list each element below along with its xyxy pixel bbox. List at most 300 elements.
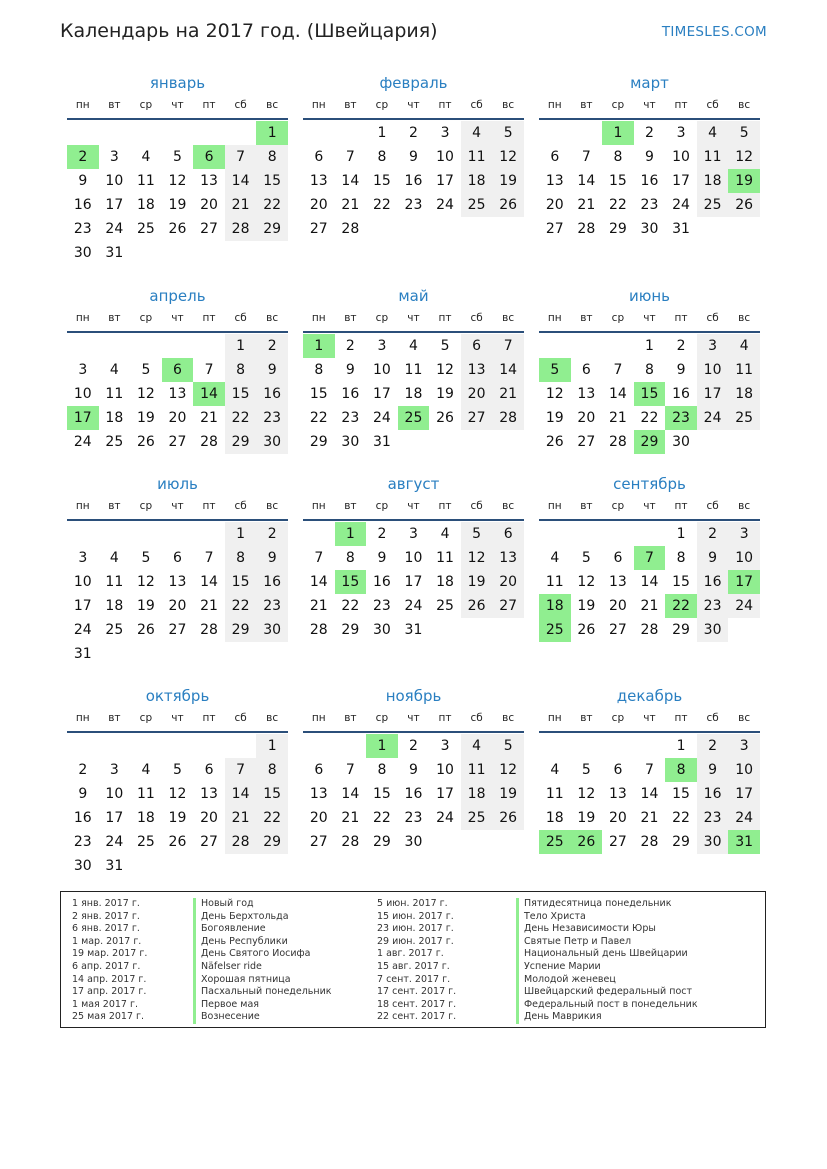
day-cell: 30 <box>256 430 288 454</box>
day-cell: 27 <box>545 221 564 237</box>
day-cell: 3 <box>409 526 418 542</box>
weekday-label: вт <box>344 500 357 512</box>
weekday-header <box>67 97 288 120</box>
day-cell: 9 <box>78 173 88 189</box>
empty-cell <box>571 522 603 546</box>
day-cell: 20 <box>608 598 627 614</box>
holiday-name: Хорошая пятница <box>201 973 291 985</box>
day-cell: 12 <box>168 786 187 802</box>
site-link[interactable]: TIMESLES.COM <box>661 24 767 40</box>
weekday-label: пт <box>438 99 452 111</box>
weekday-label: ср <box>375 99 389 111</box>
day-cell: 11 <box>436 550 454 566</box>
holiday-name: Святые Петр и Павел <box>524 935 632 947</box>
days-grid <box>67 121 288 265</box>
day-cell: 30 <box>256 618 288 642</box>
weekday-header <box>303 710 524 733</box>
day-cell: 12 <box>577 786 596 802</box>
month-name: июнь <box>628 287 671 305</box>
holiday-date: 7 сент. 2017 г. <box>377 973 451 985</box>
holiday-name: Молодой женевец <box>524 973 616 985</box>
weekday-label: пн <box>311 312 326 324</box>
day-cell: 24 <box>728 594 760 618</box>
month-block <box>67 473 288 666</box>
holiday-day-cell: 17 <box>728 570 760 594</box>
weekday-header <box>539 97 760 120</box>
day-cell: 28 <box>200 434 218 450</box>
day-cell: 13 <box>168 574 187 590</box>
month-name: сентябрь <box>613 475 686 493</box>
day-cell: 22 <box>372 810 391 826</box>
day-cell: 29 <box>256 217 288 241</box>
weekday-label: сб <box>706 712 719 724</box>
day-cell: 10 <box>404 550 423 566</box>
empty-cell <box>335 734 367 758</box>
day-cell: 11 <box>136 786 155 802</box>
day-cell: 10 <box>728 546 760 570</box>
month-block <box>67 685 288 878</box>
weekday-label: вт <box>108 712 121 724</box>
day-cell: 13 <box>461 358 493 382</box>
day-cell: 6 <box>613 550 623 566</box>
day-cell: 4 <box>461 121 493 145</box>
day-cell: 17 <box>672 173 690 189</box>
day-cell: 17 <box>105 197 124 213</box>
weekday-label: пт <box>202 712 216 724</box>
empty-cell <box>67 734 99 758</box>
day-cell: 21 <box>577 197 596 213</box>
empty-cell <box>130 334 162 358</box>
day-cell: 13 <box>608 574 627 590</box>
day-cell: 28 <box>225 217 257 241</box>
day-cell: 22 <box>256 193 288 217</box>
weekday-label: вт <box>580 712 593 724</box>
days-grid <box>303 334 524 454</box>
empty-cell <box>130 522 162 546</box>
day-cell: 28 <box>640 622 659 638</box>
day-cell: 7 <box>225 145 257 169</box>
day-cell: 19 <box>492 782 524 806</box>
day-cell: 23 <box>256 594 288 618</box>
month-block <box>539 685 760 854</box>
day-cell: 15 <box>672 574 690 590</box>
weekday-label: вс <box>266 500 279 512</box>
holiday-date: 18 сент. 2017 г. <box>377 998 457 1010</box>
day-cell: 4 <box>409 338 418 354</box>
day-cell: 10 <box>73 386 92 402</box>
day-cell: 29 <box>256 830 288 854</box>
weekday-label: вт <box>344 312 357 324</box>
day-cell: 14 <box>309 574 328 590</box>
day-cell: 22 <box>225 594 257 618</box>
weekday-label: пт <box>674 712 688 724</box>
day-cell: 20 <box>309 197 328 213</box>
day-cell: 30 <box>73 858 92 874</box>
holiday-name: Национальный день Швейцарии <box>524 948 688 960</box>
empty-cell <box>602 334 634 358</box>
weekday-label: чт <box>407 99 420 111</box>
holiday-date: 6 апр. 2017 г. <box>72 960 141 972</box>
holiday-day-cell: 8 <box>665 758 697 782</box>
empty-cell <box>303 522 335 546</box>
day-cell: 12 <box>577 574 596 590</box>
day-cell: 9 <box>676 362 686 378</box>
weekday-label: вс <box>502 500 515 512</box>
day-cell: 26 <box>728 193 760 217</box>
day-cell: 23 <box>404 810 423 826</box>
day-cell: 28 <box>225 830 257 854</box>
holiday-name: Пятидесятница понедельник <box>524 898 672 909</box>
holiday-day-cell: 1 <box>303 334 335 358</box>
day-cell: 27 <box>492 594 524 618</box>
day-cell: 10 <box>697 358 729 382</box>
month-block <box>67 72 288 265</box>
weekday-label: ср <box>611 500 625 512</box>
holiday-day-cell: 26 <box>571 830 603 854</box>
day-cell: 29 <box>672 622 690 638</box>
day-cell: 10 <box>105 173 124 189</box>
day-cell: 16 <box>672 386 690 402</box>
weekday-header <box>539 310 760 333</box>
day-cell: 23 <box>404 197 423 213</box>
day-cell: 17 <box>73 598 92 614</box>
day-cell: 27 <box>309 221 328 237</box>
holiday-name: День Святого Иосифа <box>201 948 311 960</box>
holiday-name: Федеральный пост в понедельник <box>524 998 698 1010</box>
weekday-label: пт <box>674 99 688 111</box>
month-name: май <box>398 287 429 305</box>
day-cell: 18 <box>136 810 155 826</box>
weekday-header <box>303 97 524 120</box>
empty-cell <box>67 334 99 358</box>
weekday-label: чт <box>643 500 656 512</box>
empty-cell <box>602 522 634 546</box>
day-cell: 25 <box>436 598 454 614</box>
day-cell: 25 <box>728 406 760 430</box>
day-cell: 13 <box>309 173 328 189</box>
holiday-day-cell: 23 <box>665 406 697 430</box>
weekday-label: сб <box>234 99 247 111</box>
day-cell: 14 <box>577 173 596 189</box>
month-block <box>303 72 524 241</box>
day-cell: 16 <box>372 574 391 590</box>
holiday-date: 17 сент. 2017 г. <box>377 986 457 998</box>
day-cell: 1 <box>256 734 288 758</box>
day-cell: 22 <box>225 406 257 430</box>
day-cell: 5 <box>581 550 591 566</box>
empty-cell <box>571 734 603 758</box>
day-cell: 23 <box>341 410 360 426</box>
day-cell: 6 <box>173 550 182 566</box>
month-block <box>303 473 524 642</box>
day-cell: 20 <box>168 410 187 426</box>
day-cell: 17 <box>436 173 454 189</box>
day-cell: 24 <box>672 197 690 213</box>
weekday-label: вс <box>266 312 279 324</box>
day-cell: 20 <box>309 810 328 826</box>
day-cell: 13 <box>168 386 187 402</box>
day-cell: 12 <box>728 145 760 169</box>
weekday-label: пт <box>674 312 688 324</box>
day-cell: 17 <box>404 574 423 590</box>
weekday-label: пн <box>311 500 326 512</box>
weekday-label: пт <box>674 500 688 512</box>
day-cell: 7 <box>645 762 654 778</box>
weekday-label: ср <box>375 712 389 724</box>
weekday-header <box>67 710 288 733</box>
day-cell: 26 <box>545 434 564 450</box>
day-cell: 5 <box>141 362 151 378</box>
day-cell: 4 <box>109 550 119 566</box>
day-cell: 15 <box>608 173 627 189</box>
month-name: декабрь <box>616 687 683 705</box>
weekday-label: чт <box>407 312 420 324</box>
day-cell: 31 <box>73 646 92 662</box>
day-cell: 7 <box>204 550 214 566</box>
day-cell: 21 <box>225 806 257 830</box>
day-cell: 22 <box>256 806 288 830</box>
holiday-date: 1 мар. 2017 г. <box>72 935 142 947</box>
day-cell: 4 <box>550 550 560 566</box>
holiday-day-cell: 31 <box>728 830 760 854</box>
day-cell: 25 <box>105 622 124 638</box>
empty-cell <box>602 734 634 758</box>
day-cell: 21 <box>200 598 218 614</box>
empty-cell <box>193 522 225 546</box>
empty-cell <box>99 522 131 546</box>
day-cell: 15 <box>256 782 288 806</box>
day-cell: 12 <box>136 574 155 590</box>
weekday-label: пн <box>75 312 90 324</box>
day-cell: 25 <box>461 193 493 217</box>
day-cell: 24 <box>436 810 454 826</box>
day-cell: 21 <box>640 810 659 826</box>
holiday-day-cell: 1 <box>366 734 398 758</box>
day-cell: 22 <box>341 598 360 614</box>
day-cell: 26 <box>577 622 596 638</box>
day-cell: 12 <box>545 386 564 402</box>
empty-cell <box>225 734 257 758</box>
day-cell: 7 <box>345 762 355 778</box>
holiday-name: Богоявление <box>201 923 266 935</box>
empty-cell <box>193 121 225 145</box>
day-cell: 9 <box>256 358 288 382</box>
weekday-label: вт <box>108 99 121 111</box>
day-cell: 18 <box>404 386 423 402</box>
weekday-label: сб <box>470 712 483 724</box>
day-cell: 30 <box>697 618 729 642</box>
weekday-label: чт <box>171 99 184 111</box>
day-cell: 2 <box>409 125 418 141</box>
weekday-label: пт <box>202 500 216 512</box>
day-cell: 19 <box>492 169 524 193</box>
day-cell: 14 <box>341 786 360 802</box>
holiday-date: 19 мар. 2017 г. <box>72 948 148 960</box>
day-cell: 14 <box>225 169 257 193</box>
day-cell: 2 <box>78 762 88 778</box>
day-cell: 5 <box>173 762 182 778</box>
day-cell: 19 <box>461 570 493 594</box>
day-cell: 15 <box>309 386 328 402</box>
day-cell: 24 <box>404 598 423 614</box>
weekday-label: пн <box>75 712 90 724</box>
holiday-date: 2 янв. 2017 г. <box>72 910 140 922</box>
day-cell: 8 <box>345 550 355 566</box>
day-cell: 9 <box>409 149 418 165</box>
day-cell: 5 <box>440 338 450 354</box>
weekday-header <box>303 498 524 521</box>
day-cell: 18 <box>136 197 155 213</box>
day-cell: 2 <box>345 338 355 354</box>
day-cell: 15 <box>372 173 391 189</box>
day-cell: 3 <box>676 125 686 141</box>
weekday-label: чт <box>407 500 420 512</box>
holiday-day-cell: 15 <box>634 382 666 406</box>
day-cell: 18 <box>728 382 760 406</box>
empty-cell <box>335 121 367 145</box>
weekday-label: пн <box>547 712 562 724</box>
weekday-label: пн <box>547 312 562 324</box>
day-cell: 16 <box>256 570 288 594</box>
month-block <box>539 285 760 454</box>
holiday-day-cell: 2 <box>67 145 99 169</box>
weekday-label: ср <box>139 99 153 111</box>
day-cell: 28 <box>577 221 596 237</box>
day-cell: 21 <box>341 810 360 826</box>
weekday-label: чт <box>643 99 656 111</box>
day-cell: 13 <box>608 786 627 802</box>
weekday-label: сб <box>234 712 247 724</box>
weekday-label: сб <box>706 99 719 111</box>
day-cell: 21 <box>608 410 627 426</box>
days-grid <box>303 522 524 642</box>
day-cell: 28 <box>640 834 659 850</box>
day-cell: 6 <box>550 149 560 165</box>
month-name: январь <box>149 74 206 92</box>
day-cell: 8 <box>377 762 387 778</box>
weekday-label: сб <box>234 312 247 324</box>
weekday-label: вт <box>580 500 593 512</box>
day-cell: 27 <box>200 221 218 237</box>
weekday-label: ср <box>611 712 625 724</box>
day-cell: 14 <box>341 173 360 189</box>
weekday-label: вт <box>344 99 357 111</box>
day-cell: 6 <box>613 762 623 778</box>
weekday-label: ср <box>611 312 625 324</box>
day-cell: 21 <box>200 410 218 426</box>
day-cell: 29 <box>309 434 328 450</box>
day-cell: 23 <box>372 598 391 614</box>
weekday-label: вс <box>738 99 751 111</box>
day-cell: 15 <box>256 169 288 193</box>
day-cell: 26 <box>492 193 524 217</box>
day-cell: 3 <box>377 338 387 354</box>
day-cell: 27 <box>577 434 596 450</box>
day-cell: 10 <box>372 362 391 378</box>
day-cell: 31 <box>404 622 423 638</box>
day-cell: 27 <box>309 834 328 850</box>
day-cell: 16 <box>404 173 423 189</box>
holiday-name: День Независимости Юры <box>524 923 656 935</box>
empty-cell <box>99 734 131 758</box>
day-cell: 1 <box>676 738 686 754</box>
holiday-date: 1 янв. 2017 г. <box>72 898 140 909</box>
day-cell: 10 <box>672 149 690 165</box>
holiday-day-cell: 15 <box>335 570 367 594</box>
day-cell: 11 <box>728 358 760 382</box>
empty-cell <box>303 121 335 145</box>
empty-cell <box>539 121 571 145</box>
month-block <box>67 285 288 454</box>
holiday-name: День Республики <box>201 935 288 947</box>
day-cell: 4 <box>728 334 760 358</box>
holiday-dates-column <box>377 898 456 1024</box>
day-cell: 3 <box>440 125 450 141</box>
day-cell: 26 <box>168 834 187 850</box>
day-cell: 30 <box>372 622 391 638</box>
holiday-day-cell: 25 <box>398 406 430 430</box>
day-cell: 27 <box>168 434 187 450</box>
empty-cell <box>162 334 194 358</box>
day-cell: 9 <box>645 149 654 165</box>
day-cell: 20 <box>492 570 524 594</box>
day-cell: 8 <box>225 546 257 570</box>
day-cell: 23 <box>256 406 288 430</box>
month-name: апрель <box>149 287 206 305</box>
day-cell: 24 <box>105 221 124 237</box>
holiday-date: 25 мая 2017 г. <box>72 1011 145 1023</box>
day-cell: 15 <box>372 786 391 802</box>
holiday-day-cell: 1 <box>335 522 367 546</box>
weekday-label: вс <box>738 312 751 324</box>
weekday-label: чт <box>171 712 184 724</box>
day-cell: 3 <box>697 334 729 358</box>
days-grid <box>67 334 288 454</box>
day-cell: 7 <box>613 362 623 378</box>
day-cell: 11 <box>105 574 124 590</box>
holiday-names-column <box>193 898 332 1024</box>
weekday-label: пн <box>547 500 562 512</box>
day-cell: 28 <box>492 406 524 430</box>
weekday-label: вс <box>266 99 279 111</box>
day-cell: 22 <box>372 197 391 213</box>
day-cell: 14 <box>640 786 659 802</box>
month-name: март <box>630 74 669 92</box>
holiday-day-cell: 5 <box>539 358 571 382</box>
day-cell: 30 <box>73 245 92 261</box>
day-cell: 19 <box>545 410 564 426</box>
day-cell: 27 <box>608 622 627 638</box>
day-cell: 19 <box>168 197 187 213</box>
empty-cell <box>571 334 603 358</box>
month-name: июль <box>157 475 198 493</box>
day-cell: 21 <box>640 598 659 614</box>
day-cell: 22 <box>608 197 627 213</box>
day-cell: 26 <box>492 806 524 830</box>
day-cell: 5 <box>492 121 524 145</box>
day-cell: 23 <box>697 594 729 618</box>
day-cell: 24 <box>73 434 92 450</box>
month-block <box>539 473 760 642</box>
holiday-day-cell: 6 <box>193 145 225 169</box>
day-cell: 19 <box>577 810 596 826</box>
empty-cell <box>130 121 162 145</box>
weekday-label: чт <box>643 312 656 324</box>
day-cell: 27 <box>608 834 627 850</box>
day-cell: 4 <box>141 149 151 165</box>
day-cell: 16 <box>73 197 92 213</box>
day-cell: 6 <box>461 334 493 358</box>
